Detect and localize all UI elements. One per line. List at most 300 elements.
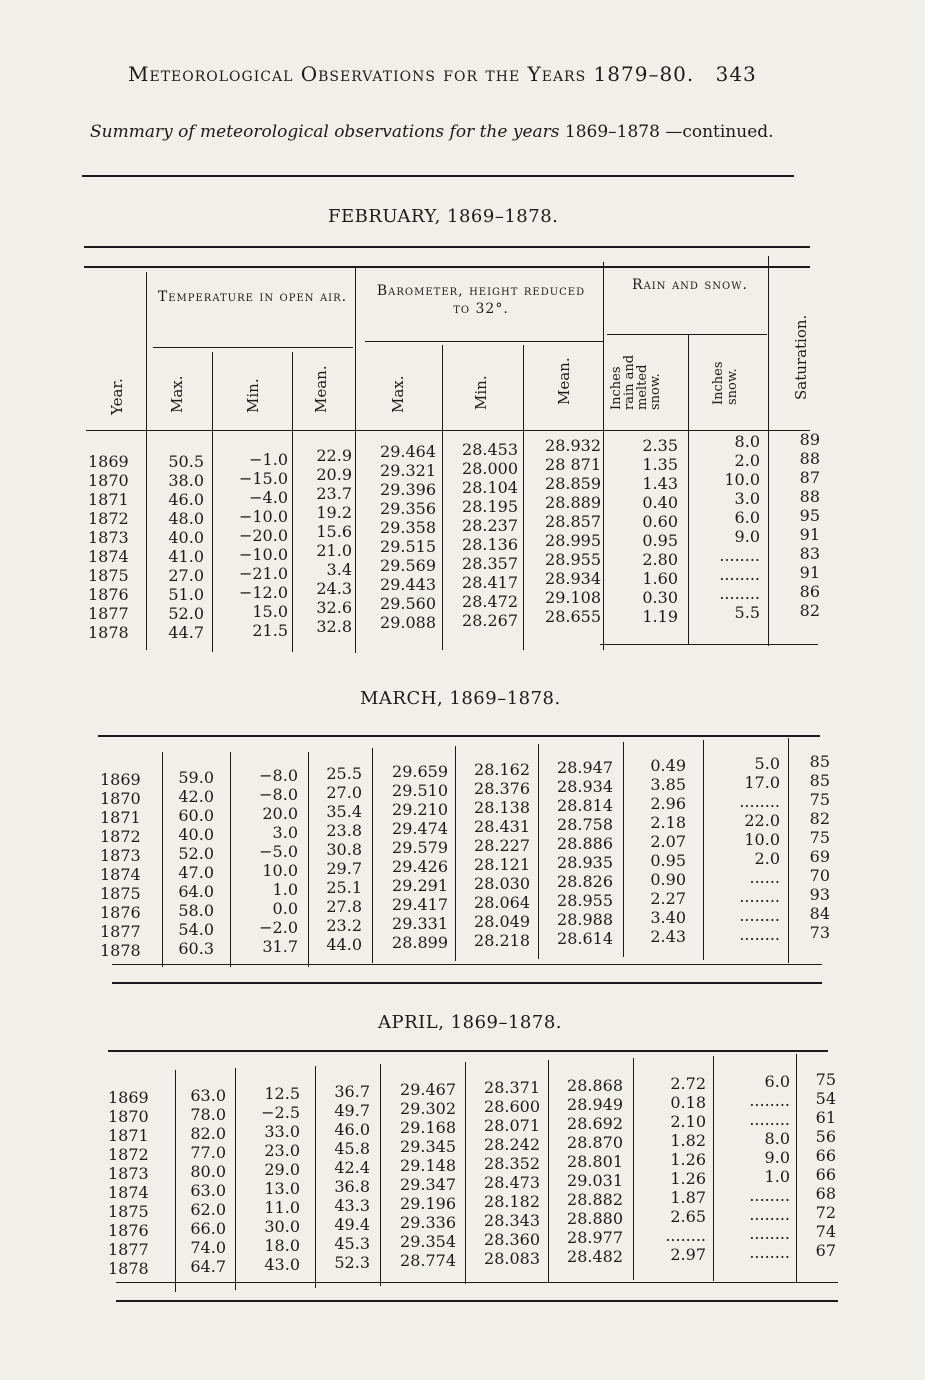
apr-years <box>108 1088 149 1278</box>
table-cell: 10.0 <box>724 470 760 489</box>
table-cell: ........ <box>749 1110 790 1129</box>
vrule <box>235 1068 236 1290</box>
mar-temp-mean <box>316 764 362 954</box>
section-title-april: APRIL, 1869–1878. <box>378 1012 563 1033</box>
table-cell: 1876 <box>108 1221 149 1240</box>
table-cell: 38.0 <box>168 471 204 490</box>
table-cell: 28.949 <box>567 1095 623 1114</box>
feb-temp-max <box>160 452 204 642</box>
table-cell: 66 <box>815 1146 836 1165</box>
header-bottom-rule <box>86 430 810 431</box>
table-cell: ...... <box>749 868 780 887</box>
rain-inches-label: Inches rain and melted snow. <box>609 354 663 410</box>
table-cell: ........ <box>739 906 780 925</box>
table-cell: 29.474 <box>392 819 448 838</box>
table-cell: 1.87 <box>670 1188 706 1207</box>
table-cell: 1873 <box>108 1164 149 1183</box>
table-cell: 28.218 <box>474 931 530 950</box>
table-cell: 42.0 <box>178 787 214 806</box>
apr-snow <box>716 1072 790 1262</box>
table-cell: 1877 <box>100 922 141 941</box>
table-cell: 1872 <box>100 827 141 846</box>
table-cell: 29.510 <box>392 781 448 800</box>
table-cell: 1874 <box>88 547 129 566</box>
running-head-title: Meteorological Observations for the Years 1879–80. <box>128 62 695 86</box>
table-cell: 52.0 <box>178 844 214 863</box>
table-cell: 1.26 <box>670 1169 706 1188</box>
vrule <box>455 746 456 961</box>
temp-max-header: Max. <box>168 375 186 413</box>
table-cell: 9.0 <box>764 1148 790 1167</box>
temperature-group-header: Temperature in open air. <box>157 289 348 305</box>
table-cell: 2.43 <box>650 927 686 946</box>
table-cell: 28.000 <box>462 459 518 478</box>
table-cell: 5.5 <box>734 603 760 622</box>
vrule <box>380 1064 381 1286</box>
table-cell: 33.0 <box>264 1122 300 1141</box>
table-cell: 29.515 <box>380 537 436 556</box>
table-cell: 19.2 <box>316 503 352 522</box>
table-cell: 1.60 <box>642 569 678 588</box>
table-cell: 28.882 <box>567 1190 623 1209</box>
summary-italic: Summary of meteorological observations for the years <box>90 122 560 142</box>
table-cell: 40.0 <box>178 825 214 844</box>
table-cell: 29.031 <box>567 1171 623 1190</box>
vrule <box>315 1066 316 1288</box>
table-cell: 66 <box>815 1165 836 1184</box>
vrule <box>146 272 147 650</box>
table-cell: 1.43 <box>642 474 678 493</box>
vrule <box>162 752 163 967</box>
table-cell: −10.0 <box>238 507 288 526</box>
table-cell: 2.0 <box>734 451 760 470</box>
table-cell: 2.72 <box>670 1074 706 1093</box>
table-cell: 91 <box>799 525 820 544</box>
table-cell: 28.870 <box>567 1133 623 1152</box>
table-cell: 47.0 <box>178 863 214 882</box>
table-cell: 1875 <box>108 1202 149 1221</box>
table-cell: 2.07 <box>650 832 686 851</box>
feb-temp-min <box>222 450 288 640</box>
table-cell: 21.0 <box>316 541 352 560</box>
table-cell: 29.358 <box>380 518 436 537</box>
march-top-rule <box>98 735 820 737</box>
table-cell: 28.899 <box>392 933 448 952</box>
table-cell: 1878 <box>100 941 141 960</box>
table-cell: 64.7 <box>190 1257 226 1276</box>
subhead-rule-baro <box>365 341 603 342</box>
table-cell: 35.4 <box>326 802 362 821</box>
table-cell: 12.5 <box>264 1084 300 1103</box>
table-cell: 29.426 <box>392 857 448 876</box>
table-cell: 28.343 <box>484 1211 540 1230</box>
table-cell: 44.0 <box>326 935 362 954</box>
table-cell: 78.0 <box>190 1105 226 1124</box>
table-cell: 28.947 <box>557 758 613 777</box>
snow-inches-header <box>712 345 740 405</box>
table-cell: 1871 <box>88 490 129 509</box>
vrule <box>442 345 443 650</box>
table-cell: 29.354 <box>400 1232 456 1251</box>
table-cell: 89 <box>799 430 820 449</box>
feb-baro-mean <box>535 436 601 626</box>
vrule <box>703 740 704 960</box>
table-cell: 42.4 <box>334 1158 370 1177</box>
table-cell: 2.27 <box>650 889 686 908</box>
table-cell: 27.0 <box>168 566 204 585</box>
table-cell: 23.2 <box>326 916 362 935</box>
table-cell: 2.35 <box>642 436 678 455</box>
table-cell: 28 871 <box>545 455 601 474</box>
snow-inches-label: Inches snow. <box>711 361 740 405</box>
feb-snow <box>698 432 760 622</box>
table-cell: 28.227 <box>474 836 530 855</box>
table-cell: 77.0 <box>190 1143 226 1162</box>
table-cell: 17.0 <box>744 773 780 792</box>
apr-temp-mean <box>322 1082 370 1272</box>
mar-baro-min <box>464 760 530 950</box>
vrule <box>175 1070 176 1292</box>
table-cell: 1872 <box>108 1145 149 1164</box>
vrule <box>523 345 524 650</box>
table-cell: 22.9 <box>316 446 352 465</box>
table-cell: 1869 <box>108 1088 149 1107</box>
vrule <box>212 352 213 652</box>
table-cell: 28.473 <box>484 1173 540 1192</box>
table-cell: 36.7 <box>334 1082 370 1101</box>
baro-mean-header: Mean. <box>555 357 573 405</box>
table-cell: 28.138 <box>474 798 530 817</box>
table-cell: 61 <box>815 1108 836 1127</box>
table-cell: 2.80 <box>642 550 678 569</box>
table-cell: 28.932 <box>545 436 601 455</box>
table-cell: −4.0 <box>249 488 288 507</box>
table-cell: 75 <box>809 828 830 847</box>
table-cell: 1869 <box>100 770 141 789</box>
table-cell: 1875 <box>100 884 141 903</box>
table-cell: −12.0 <box>238 583 288 602</box>
table-cell: 80.0 <box>190 1162 226 1181</box>
table-cell: 46.0 <box>334 1120 370 1139</box>
table-cell: 56 <box>815 1127 836 1146</box>
table-cell: 28.614 <box>557 929 613 948</box>
table-cell: 60.0 <box>178 806 214 825</box>
table-cell: −21.0 <box>238 564 288 583</box>
table-cell: 29.347 <box>400 1175 456 1194</box>
vrule <box>768 256 769 646</box>
table-cell: 75 <box>809 790 830 809</box>
table-cell: 11.0 <box>264 1198 300 1217</box>
table-cell: 21.5 <box>252 621 288 640</box>
subhead-rule-temp <box>153 347 353 348</box>
table-cell: 28.136 <box>462 535 518 554</box>
table-cell: 28.600 <box>484 1097 540 1116</box>
table-cell: 29.108 <box>545 588 601 607</box>
table-cell: 28.774 <box>400 1251 456 1270</box>
table-cell: 27.8 <box>326 897 362 916</box>
table-cell: 2.10 <box>670 1112 706 1131</box>
table-cell: 28.859 <box>545 474 601 493</box>
table-cell: 2.0 <box>754 849 780 868</box>
table-cell: ........ <box>749 1205 790 1224</box>
table-cell: 66.0 <box>190 1219 226 1238</box>
table-cell: 29.443 <box>380 575 436 594</box>
table-cell: 0.0 <box>272 899 298 918</box>
year-header: Year. <box>108 378 126 415</box>
table-cell: 1.35 <box>642 455 678 474</box>
baro-min-header: Min. <box>472 375 490 410</box>
mar-snow <box>708 754 780 944</box>
table-cell: 28.934 <box>557 777 613 796</box>
table-cell: 23.8 <box>326 821 362 840</box>
summary-tail: 1869–1878 —continued. <box>564 122 774 142</box>
table-cell: 2.65 <box>670 1207 706 1226</box>
table-cell: 59.0 <box>178 768 214 787</box>
table-cell: 28.955 <box>545 550 601 569</box>
table-cell: 27.0 <box>326 783 362 802</box>
apr-rain <box>640 1074 706 1264</box>
table-cell: 28.064 <box>474 893 530 912</box>
table-cell: 25.1 <box>326 878 362 897</box>
table-cell: 28.182 <box>484 1192 540 1211</box>
table-cell: −2.5 <box>261 1103 300 1122</box>
table-cell: 28.360 <box>484 1230 540 1249</box>
table-cell: 1871 <box>100 808 141 827</box>
vrule <box>372 748 373 963</box>
table-cell: 24.3 <box>316 579 352 598</box>
vrule <box>292 352 293 652</box>
temp-mean-header: Mean. <box>312 365 330 413</box>
table-cell: 29.210 <box>392 800 448 819</box>
table-cell: 28.417 <box>462 573 518 592</box>
table-cell: 31.7 <box>262 937 298 956</box>
table-cell: 28.371 <box>484 1078 540 1097</box>
table-cell: 29.331 <box>392 914 448 933</box>
apr-baro-mean <box>555 1076 623 1266</box>
table-cell: 85 <box>809 752 830 771</box>
table-cell: 10.0 <box>744 830 780 849</box>
table-cell: 51.0 <box>168 585 204 604</box>
page-number: 343 <box>715 62 757 86</box>
table-cell: 54.0 <box>178 920 214 939</box>
table-cell: 29.345 <box>400 1137 456 1156</box>
table-cell: 28.083 <box>484 1249 540 1268</box>
table-cell: 3.0 <box>272 823 298 842</box>
table-cell: 32.6 <box>316 598 352 617</box>
table-cell: 28.655 <box>545 607 601 626</box>
apr-saturation <box>810 1070 836 1260</box>
table-cell: 29.467 <box>400 1080 456 1099</box>
table-cell: 29.464 <box>380 442 436 461</box>
table-cell: 1874 <box>108 1183 149 1202</box>
vrule <box>688 335 689 645</box>
table-cell: −10.0 <box>238 545 288 564</box>
mar-saturation <box>804 752 830 942</box>
table-cell: ........ <box>749 1186 790 1205</box>
table-cell: 50.5 <box>168 452 204 471</box>
table-cell: 0.60 <box>642 512 678 531</box>
table-cell: 1876 <box>100 903 141 922</box>
table-cell: 0.95 <box>642 531 678 550</box>
table-cell: 74 <box>815 1222 836 1241</box>
table-cell: 1877 <box>88 604 129 623</box>
table-cell: 29.291 <box>392 876 448 895</box>
table-cell: 49.7 <box>334 1101 370 1120</box>
table-cell: 28.242 <box>484 1135 540 1154</box>
table-cell: 28.195 <box>462 497 518 516</box>
vrule <box>548 1060 549 1282</box>
feb-temp-mean <box>306 446 352 636</box>
table-cell: 28.104 <box>462 478 518 497</box>
vrule <box>308 752 309 967</box>
table-cell: 28.482 <box>567 1247 623 1266</box>
mar-rain <box>638 756 686 946</box>
table-cell: 0.18 <box>670 1093 706 1112</box>
table-cell: 86 <box>799 582 820 601</box>
table-cell: 29.088 <box>380 613 436 632</box>
table-cell: 8.0 <box>764 1129 790 1148</box>
table-cell: 36.8 <box>334 1177 370 1196</box>
table-cell: 75 <box>815 1070 836 1089</box>
table-cell: 1.0 <box>764 1167 790 1186</box>
table-cell: 18.0 <box>264 1236 300 1255</box>
table-cell: 28.453 <box>462 440 518 459</box>
table-cell: 3.0 <box>734 489 760 508</box>
table-cell: 20.9 <box>316 465 352 484</box>
table-cell: 72 <box>815 1203 836 1222</box>
caption-rule <box>82 175 794 177</box>
table-cell: 63.0 <box>190 1181 226 1200</box>
table-cell: 28.826 <box>557 872 613 891</box>
table-cell: 88 <box>799 487 820 506</box>
table-cell: 82 <box>809 809 830 828</box>
temp-min-header: Min. <box>244 378 262 413</box>
section-title-march: MARCH, 1869–1878. <box>360 688 561 709</box>
table-cell: 52.0 <box>168 604 204 623</box>
table-cell: 29.336 <box>400 1213 456 1232</box>
table-cell: 1878 <box>108 1259 149 1278</box>
table-cell: 0.90 <box>650 870 686 889</box>
table-cell: 28.995 <box>545 531 601 550</box>
table-cell: 28.357 <box>462 554 518 573</box>
table-cell: 28.880 <box>567 1209 623 1228</box>
table-cell: 13.0 <box>264 1179 300 1198</box>
table-cell: 48.0 <box>168 509 204 528</box>
table-cell: 30.0 <box>264 1217 300 1236</box>
table-cell: 28.758 <box>557 815 613 834</box>
mar-temp-min <box>240 766 298 956</box>
table-cell: 15.0 <box>252 602 288 621</box>
table-cell: 43.3 <box>334 1196 370 1215</box>
mar-baro-mean <box>547 758 613 948</box>
table-cell: ........ <box>749 1224 790 1243</box>
table-cell: 29.356 <box>380 499 436 518</box>
saturation-header: Saturation. <box>792 314 810 400</box>
table-cell: 82.0 <box>190 1124 226 1143</box>
vrule <box>796 1054 797 1282</box>
table-cell: ........ <box>719 546 760 565</box>
table-cell: 45.3 <box>334 1234 370 1253</box>
table-cell: 95 <box>799 506 820 525</box>
table-cell: 1870 <box>108 1107 149 1126</box>
table-cell: 20.0 <box>262 804 298 823</box>
table-cell: 84 <box>809 904 830 923</box>
table-cell: 23.0 <box>264 1141 300 1160</box>
table-cell: 28.857 <box>545 512 601 531</box>
april-bottom-rule-2 <box>116 1300 838 1302</box>
vrule <box>603 262 604 650</box>
table-cell: 2.97 <box>670 1245 706 1264</box>
table-cell: ........ <box>739 792 780 811</box>
table-cell: 1872 <box>88 509 129 528</box>
table-cell: 1871 <box>108 1126 149 1145</box>
table-cell: 1875 <box>88 566 129 585</box>
table-cell: 28.801 <box>567 1152 623 1171</box>
table-cell: 28.071 <box>484 1116 540 1135</box>
table-cell: 28.352 <box>484 1154 540 1173</box>
feb-baro-min <box>452 440 518 630</box>
table-cell: 28.934 <box>545 569 601 588</box>
feb-years <box>88 452 129 642</box>
vrule <box>538 744 539 959</box>
vrule <box>788 738 789 963</box>
mar-temp-max <box>170 768 214 958</box>
table-cell: ........ <box>749 1243 790 1262</box>
table-cell: 87 <box>799 468 820 487</box>
feb-rain <box>628 436 678 626</box>
vrule <box>623 742 624 957</box>
table-cell: −15.0 <box>238 469 288 488</box>
table-cell: 0.49 <box>650 756 686 775</box>
table-cell: 29.148 <box>400 1156 456 1175</box>
table-cell: 29.168 <box>400 1118 456 1137</box>
apr-baro-min <box>472 1078 540 1268</box>
table-cell: 44.7 <box>168 623 204 642</box>
table-cell: 28.935 <box>557 853 613 872</box>
april-bottom-rule <box>116 1282 838 1283</box>
table-cell: 45.8 <box>334 1139 370 1158</box>
table-cell: 68 <box>815 1184 836 1203</box>
vrule <box>355 268 356 653</box>
table-cell: 28.237 <box>462 516 518 535</box>
table-cell: 28.955 <box>557 891 613 910</box>
table-cell: 15.6 <box>316 522 352 541</box>
table-cell: 46.0 <box>168 490 204 509</box>
table-cell: −8.0 <box>259 766 298 785</box>
table-cell: 9.0 <box>734 527 760 546</box>
table-cell: 1878 <box>88 623 129 642</box>
table-cell: 73 <box>809 923 830 942</box>
table-cell: 91 <box>799 563 820 582</box>
table-cell: 29.579 <box>392 838 448 857</box>
table-cell: 29.302 <box>400 1099 456 1118</box>
table-cell: 3.4 <box>326 560 352 579</box>
table-cell: 10.0 <box>262 861 298 880</box>
table-cell: ........ <box>665 1226 706 1245</box>
table-cell: 82 <box>799 601 820 620</box>
table-cell: 88 <box>799 449 820 468</box>
table-cell: 2.96 <box>650 794 686 813</box>
table-cell: 22.0 <box>744 811 780 830</box>
vrule <box>713 1056 714 1281</box>
table-cell: 28.988 <box>557 910 613 929</box>
table-cell: 0.30 <box>642 588 678 607</box>
table-cell: 3.40 <box>650 908 686 927</box>
table-cell: −20.0 <box>238 526 288 545</box>
table-cell: 29.196 <box>400 1194 456 1213</box>
table-cell: −2.0 <box>259 918 298 937</box>
march-bottom-rule-2 <box>112 982 822 984</box>
